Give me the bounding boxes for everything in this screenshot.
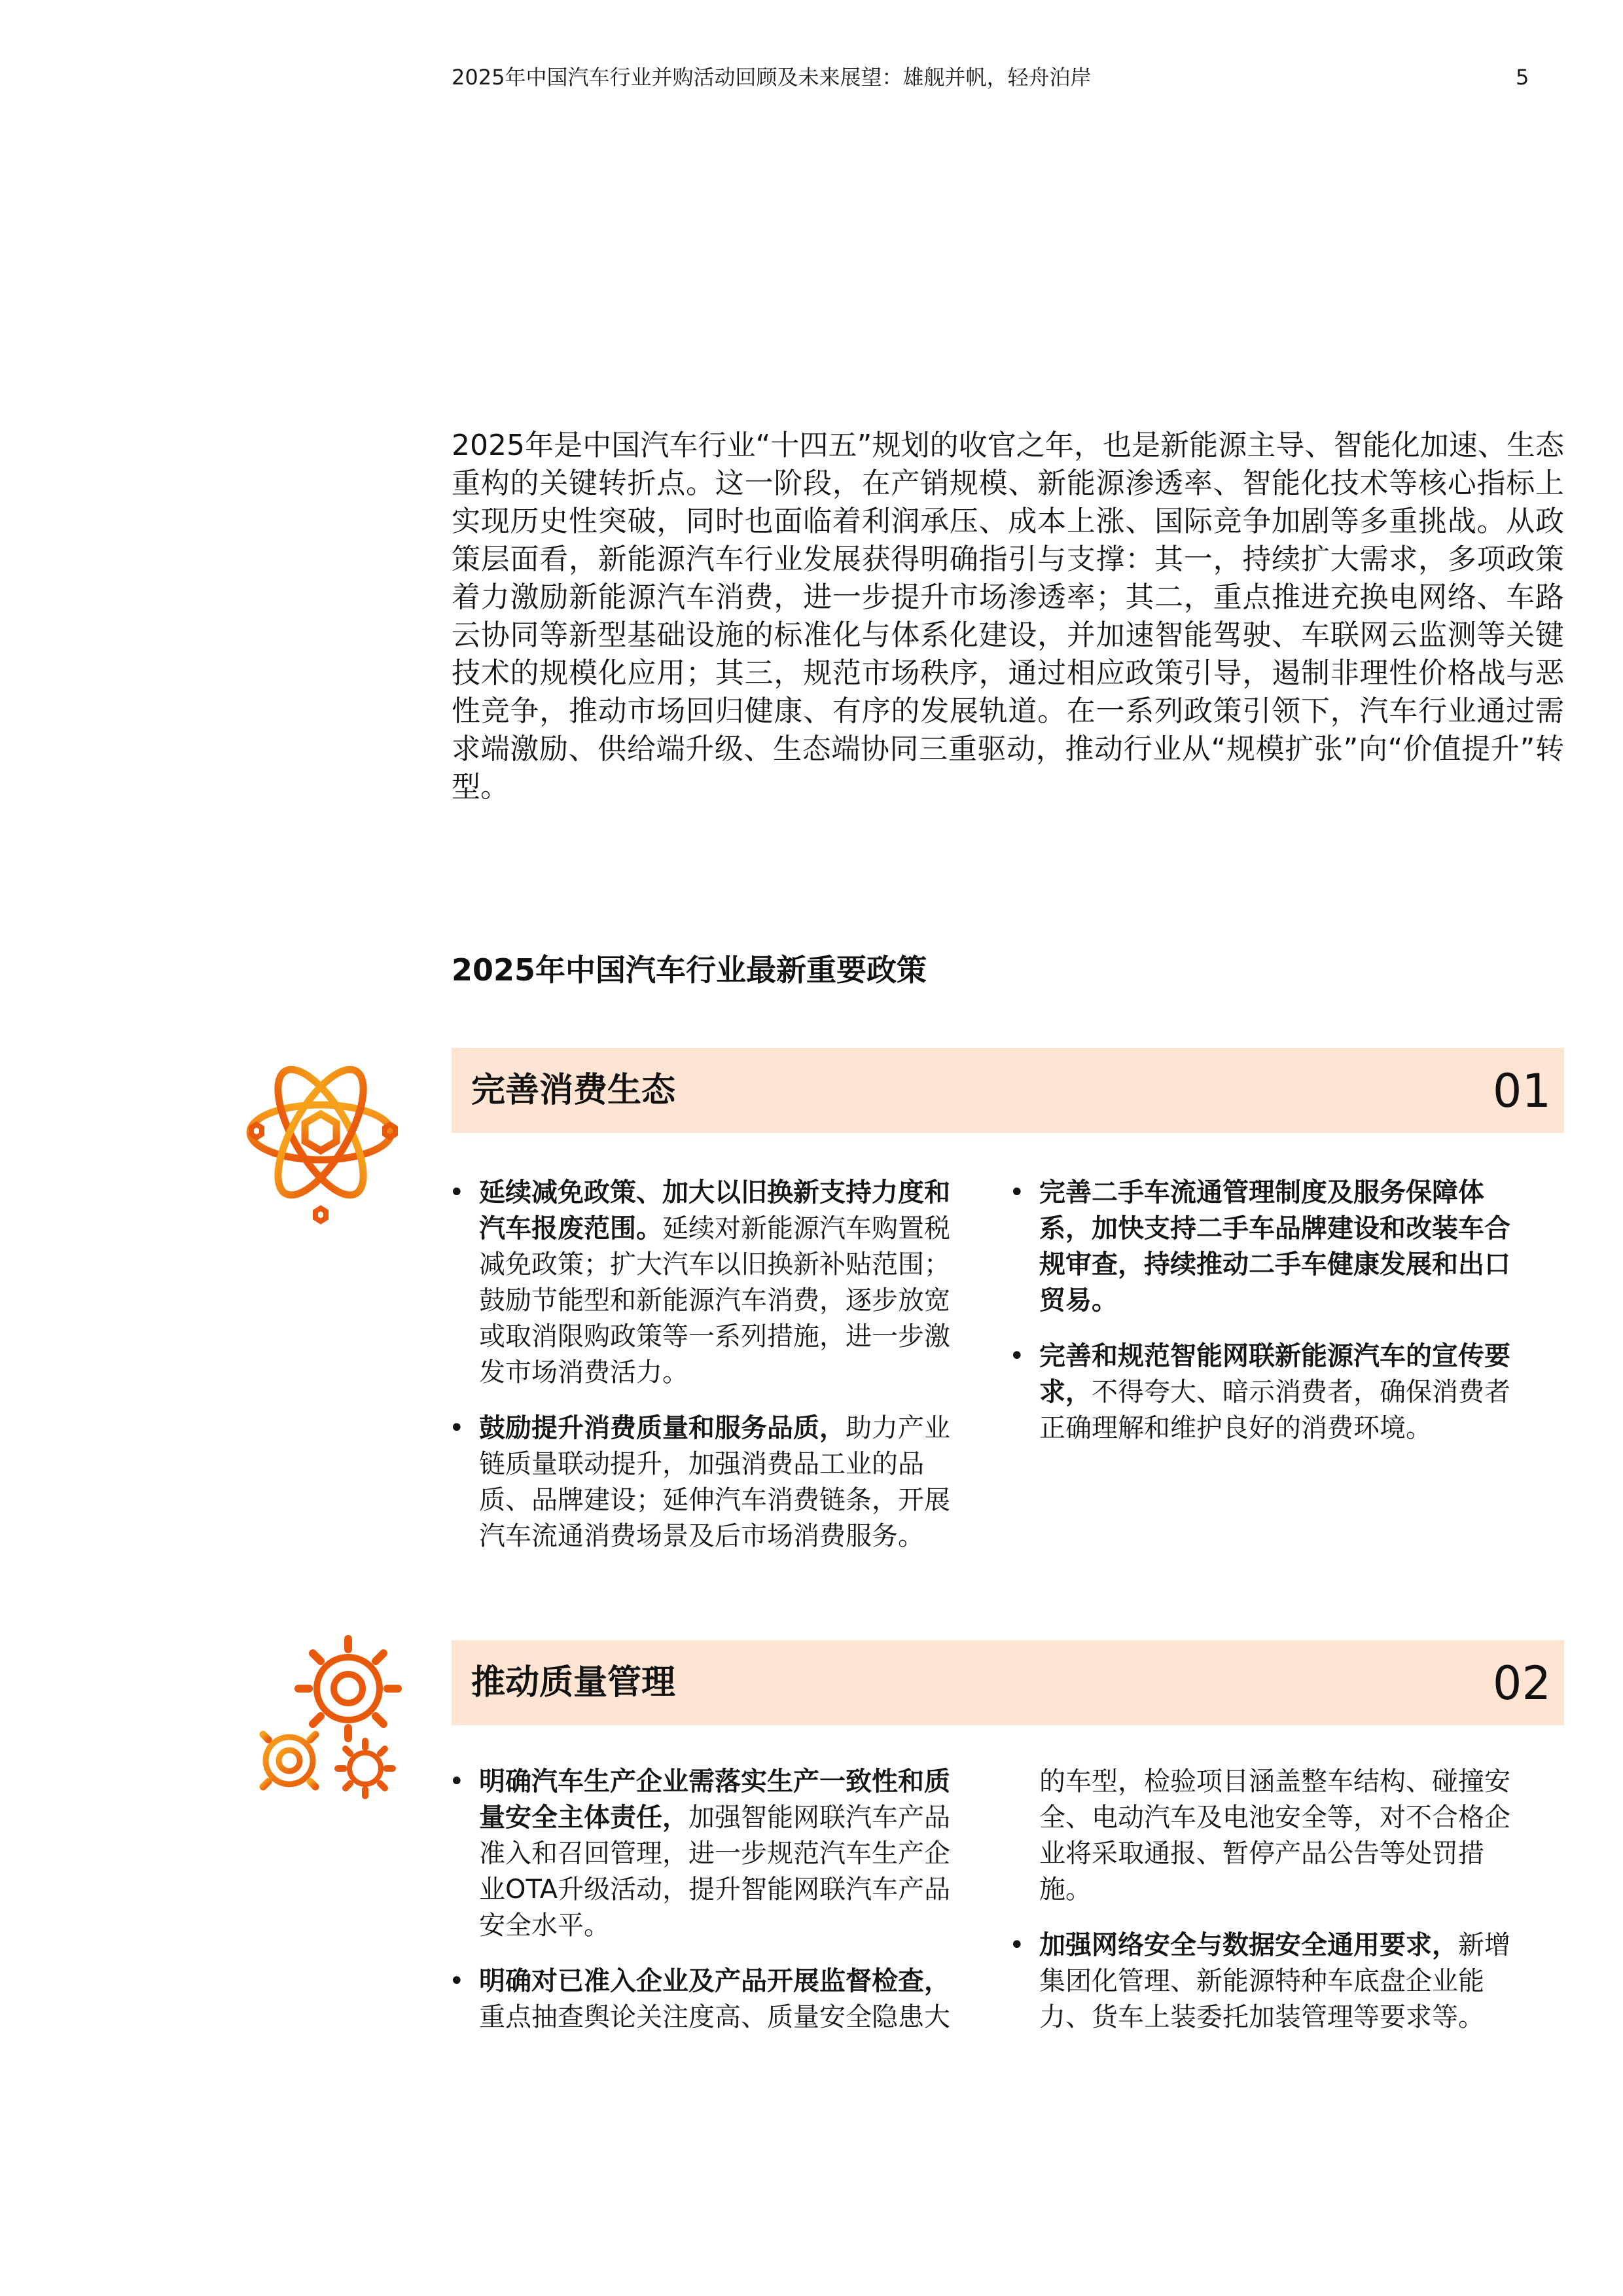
list-item: • 鼓励提升消费质量和服务品质，助力产业链质量联动提升，加强消费品工业的品质、品牌建设；延伸汽车消费链条，开展汽车流通消费场景及后市场消费服务。 — [445, 1410, 975, 1554]
list-item: • 延续减免政策、加大以旧换新支持力度和汽车报废范围。延续对新能源汽车购置税减免政策；扩大汽车以旧换新补贴范围；鼓励节能型和新能源汽车消费，逐步放宽或取消限购政策等一系列措施，进一步激发市场消费活力。 — [445, 1175, 975, 1391]
section-01-number: 01 — [1492, 1064, 1551, 1118]
bullet-icon: • — [449, 1767, 465, 1797]
bullet-icon: • — [1009, 1177, 1025, 1208]
section-01-left-column — [445, 1175, 975, 1574]
atom-icon — [242, 1037, 399, 1227]
list-item: • 明确对已准入企业及产品开展监督检查，重点抽查舆论关注度高、质量安全隐患大 — [445, 1964, 975, 2036]
bullet-icon: • — [449, 1966, 465, 1996]
bullet-icon: • — [449, 1177, 465, 1208]
page-number: 5 — [1516, 65, 1529, 90]
list-item: • 完善二手车流通管理制度及服务保障体系，加快支持二手车品牌建设和改装车合规审查，持续推动二手车健康发展和出口贸易。 — [1005, 1175, 1535, 1319]
bullet-icon: • — [1009, 1930, 1025, 1960]
section-heading: 2025年中国汽车行业最新重要政策 — [452, 952, 927, 988]
section-02-number: 02 — [1492, 1657, 1551, 1710]
bullet-icon: • — [449, 1413, 465, 1443]
section-02-title: 推动质量管理 — [471, 1663, 676, 1702]
list-item: • 明确汽车生产企业需落实生产一致性和质量安全主体责任，加强智能网联汽车产品准入和召回管理，进一步规范汽车生产企业OTA升级活动，提升智能网联汽车产品安全水平。 — [445, 1764, 975, 1944]
list-item: • 完善和规范智能网联新能源汽车的宣传要求，不得夸大、暗示消费者，确保消费者正确理解和维护良好的消费环境。 — [1005, 1338, 1535, 1446]
running-header-title: 2025年中国汽车行业并购活动回顾及未来展望：雄舰并帆，轻舟泊岸 — [452, 65, 1092, 90]
section-02-left-column — [445, 1764, 975, 2055]
section-01-banner — [452, 1048, 1564, 1133]
section-01-title: 完善消费生态 — [471, 1071, 676, 1110]
section-01-right-column — [1005, 1175, 1535, 1466]
list-item: • 加强网络安全与数据安全通用要求，新增集团化管理、新能源特种车底盘企业能力、货车上装委托加装管理等要求等。 — [1005, 1928, 1535, 2036]
gears-icon — [249, 1630, 406, 1806]
intro-paragraph: 2025年是中国汽车行业“十四五”规划的收官之年，也是新能源主导、智能化加速、生态重构的关键转折点。这一阶段，在产销规模、新能源渗透率、智能化技术等核心指标上实现历史性突破，同时也面临着利润承压、成本上涨、国际竞争加剧等多重挑战。从政策层面看，新能源汽车行业发展获得明确指引与支撑：其一，持续扩大需求，多项政策着力激励新能源汽车消费，进一步提升市场渗透率；其二，重点推进充换电网络、车路云协同等新型基础设施的标准化与体系化建设，并加速智能驾驶、车联网云监测等关键技术的规模化应用；其三，规范市场秩序，通过相应政策引导，遏制非理性价格战与恶性竞争，推动市场回归健康、有序的发展轨道。在一系列政策引领下，汽车行业通过需求端激励、供给端升级、生态端协同三重驱动，推动行业从“规模扩张”向“价值提升”转型。 — [452, 429, 1564, 804]
section-02-right-column — [1005, 1764, 1535, 2055]
bullet-icon: • — [1009, 1341, 1025, 1371]
list-item-continuation: 的车型，检验项目涵盖整车结构、碰撞安全、电动汽车及电池安全等，对不合格企业将采取通报、暂停产品公告等处罚措施。 — [1039, 1767, 1510, 1905]
section-02-banner — [452, 1640, 1564, 1725]
